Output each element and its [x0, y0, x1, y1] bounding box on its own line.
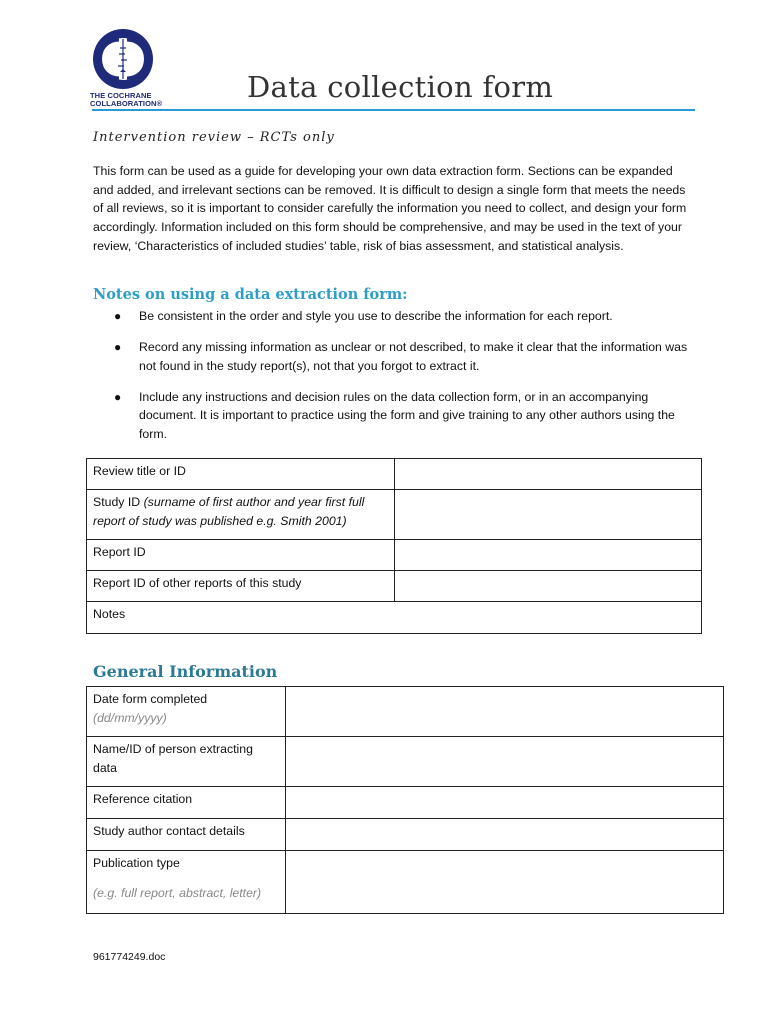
- study-id-field[interactable]: [395, 490, 702, 540]
- other-reports-label: Report ID of other reports of this study: [87, 571, 395, 602]
- extractor-label: Name/ID of person extracting data: [87, 737, 286, 787]
- document-filename: 961774249.doc: [93, 951, 166, 963]
- table-row: [87, 787, 724, 819]
- table-row: [87, 490, 702, 540]
- date-completed-field[interactable]: [286, 687, 724, 737]
- table-row: [87, 687, 724, 737]
- intro-paragraph: This form can be used as a guide for developing your own data extraction form. Sections can be expanded and added, and irrelevant sections can be removed. It is difficult to design a single form that meets the needs of all reviews, so it is important to consider carefully the information you need to collect, and design your form accordingly. Information included on this form should be comprehensive, and may be used in the text of your review, ‘Characteristics of included studies’ table, risk of bias assessment, and statistical analysis.: [93, 164, 687, 253]
- bullet-icon: ●: [114, 309, 122, 323]
- general-information-table: [86, 686, 724, 914]
- table-row: [87, 819, 724, 851]
- review-title-label: Review title or ID: [87, 459, 395, 490]
- page-title: Data collection form: [247, 70, 554, 104]
- table-row: [87, 571, 702, 602]
- table-row: [87, 540, 702, 571]
- review-id-table: [86, 458, 702, 634]
- reference-citation-field[interactable]: [286, 787, 724, 819]
- general-information-heading: General Information: [93, 662, 278, 681]
- table-row: [87, 737, 724, 787]
- title-divider: [92, 109, 695, 111]
- table-row: [87, 851, 724, 914]
- list-item: ● Be consistent in the order and style you use to describe the information for each report.: [110, 307, 700, 326]
- study-id-label: Study ID (surname of first author and year first full report of study was published e.g. Smith 2001): [87, 490, 395, 540]
- bullet-icon: ●: [114, 389, 122, 404]
- list-item: ● Record any missing information as unclear or not described, to make it clear that the information was not found in the study report(s), not that you forgot to extract it.: [114, 340, 688, 373]
- bullet-icon: ●: [114, 340, 122, 355]
- review-title-field[interactable]: [395, 459, 702, 490]
- logo-wordmark: THE COCHRANE COLLABORATION®: [90, 91, 163, 108]
- notes-heading: Notes on using a data extraction form:: [93, 286, 408, 303]
- publication-type-field[interactable]: [286, 851, 724, 914]
- report-id-field[interactable]: [395, 540, 702, 571]
- other-reports-field[interactable]: [395, 571, 702, 602]
- cochrane-logo: [86, 26, 166, 110]
- page-subtitle: Intervention review – RCTs only: [93, 130, 335, 145]
- contact-details-field[interactable]: [286, 819, 724, 851]
- notes-list: [110, 307, 700, 456]
- reference-citation-label: Reference citation: [87, 787, 286, 819]
- table-row: [87, 459, 702, 490]
- list-item: ● Include any instructions and decision rules on the data collection form, or in an accompanying document. It is important to practice using the form and give training to any other authors using the form.: [114, 389, 675, 441]
- date-completed-label: Date form completed (dd/mm/yyyy): [87, 687, 286, 737]
- publication-type-label: Publication type (e.g. full report, abstract, letter): [87, 851, 286, 914]
- extractor-field[interactable]: [286, 737, 724, 787]
- table-row: [87, 602, 702, 634]
- contact-details-label: Study author contact details: [87, 819, 286, 851]
- cochrane-logo-icon: [86, 26, 158, 92]
- report-id-label: Report ID: [87, 540, 395, 571]
- notes-field[interactable]: Notes: [87, 602, 702, 634]
